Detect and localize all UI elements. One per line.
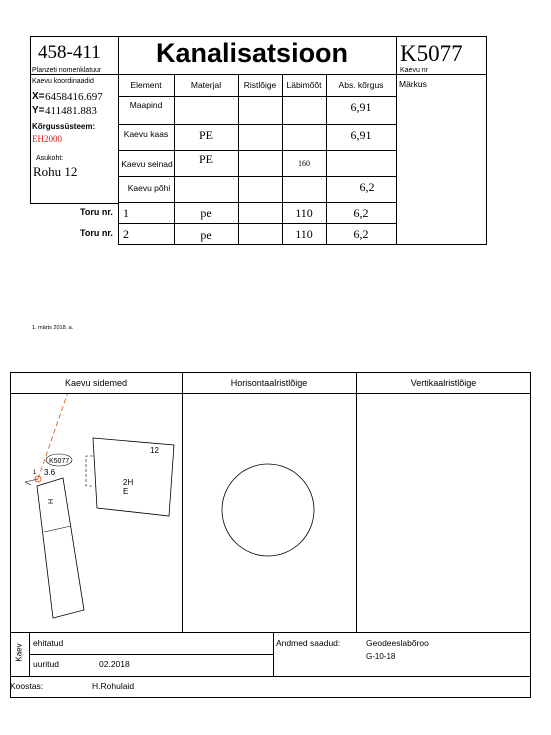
pipe-material: pe (200, 227, 212, 242)
building-outline (93, 438, 174, 516)
page-title: Kanalisatsioon (156, 38, 349, 68)
panel-title-well-ties: Kaevu sidemed (64, 378, 128, 388)
sketch-dimension: 3.6 (44, 468, 56, 477)
house-outline (37, 478, 84, 618)
location-label: Asukoht: (36, 155, 64, 162)
location: Rohu 12 (33, 164, 78, 179)
row-element: Kaevu põhi (127, 183, 171, 193)
row-element: Kaevu seinad (121, 159, 173, 169)
compiled-by: H.Rohulaid (92, 681, 135, 691)
sketch-building-no: 12 (150, 446, 159, 455)
x-label: X= (32, 91, 45, 102)
compiled-label: Koostas: (10, 681, 44, 691)
row-height: 6,91 (350, 127, 372, 142)
col-header-remarks: Märkus (399, 79, 427, 89)
sketch-building-floors: 2H (123, 478, 134, 487)
sketch-building-type: E (123, 487, 129, 496)
pipe-no: 1 (123, 206, 129, 220)
pipe-material: pe (200, 205, 212, 220)
row-material: PE (198, 127, 213, 142)
well-number-label: Kaevu nr (400, 67, 429, 74)
built-label: ehitatud (33, 638, 64, 648)
surveyed-label: uuritud (33, 659, 59, 669)
pipe-label: Toru nr. (80, 228, 113, 238)
col-header-cross-section: Ristlõige (243, 80, 277, 90)
y-value: 411481.883 (45, 105, 97, 117)
row-element: Maapind (129, 100, 163, 110)
date-note: 1. märts 2018. a. (32, 325, 74, 331)
col-header-material: Materjal (190, 80, 222, 90)
data-source-label: Andmed saadud: (276, 638, 341, 648)
row-height: 6,91 (350, 99, 372, 114)
height-system: EH2000 (32, 134, 62, 144)
col-header-diameter: Läbimõõt (286, 80, 322, 90)
pipe-height: 6,2 (353, 205, 369, 220)
well-cross-section (222, 464, 314, 556)
pipe-height: 6,2 (353, 226, 369, 241)
top-sheet (30, 36, 486, 244)
row-diameter: 160 (298, 158, 310, 168)
pipe-diameter: 110 (295, 226, 313, 241)
x-value: 6458416.697 (45, 91, 103, 103)
sketch-well-label: K5077 (49, 458, 70, 465)
col-header-element: Element (130, 80, 162, 90)
sketch-pipe-no: 1 (33, 470, 37, 476)
drawings-section (10, 372, 531, 698)
pipe-diameter: 110 (295, 205, 313, 220)
pipe-label: Toru nr. (80, 207, 113, 217)
col-header-abs-height: Abs. kõrgus (338, 80, 384, 90)
pipe-no: 2 (123, 227, 129, 241)
data-source-code: G-10-18 (366, 652, 396, 661)
height-system-label: Kõrgussüsteem: (32, 122, 96, 131)
y-label: Y= (32, 105, 45, 116)
building-porch (86, 456, 93, 486)
well-number: K5077 (400, 41, 463, 66)
row-height: 6,2 (359, 179, 375, 194)
coords-label: Kaevu koordinaadid (32, 78, 94, 85)
sketch-house-label: H (48, 498, 55, 504)
panel-title-horizontal-section: Horisontaalristlõige (230, 378, 308, 388)
panel-title-vertical-section: Vertikaalristlõige (410, 378, 477, 388)
surveyed-date: 02.2018 (99, 659, 130, 669)
plan-number: 458-411 (38, 42, 101, 63)
well-ties-sketch (11, 394, 182, 632)
footer-side-label: Kaev (14, 643, 24, 662)
tie-line (38, 394, 69, 479)
horizontal-section-drawing (183, 394, 356, 632)
plan-number-label: Planzeti nomenklatuur (32, 67, 102, 74)
data-source: Geodeeslabõroo (366, 638, 429, 648)
row-material: PE (198, 151, 213, 166)
row-element: Kaevu kaas (123, 129, 169, 139)
